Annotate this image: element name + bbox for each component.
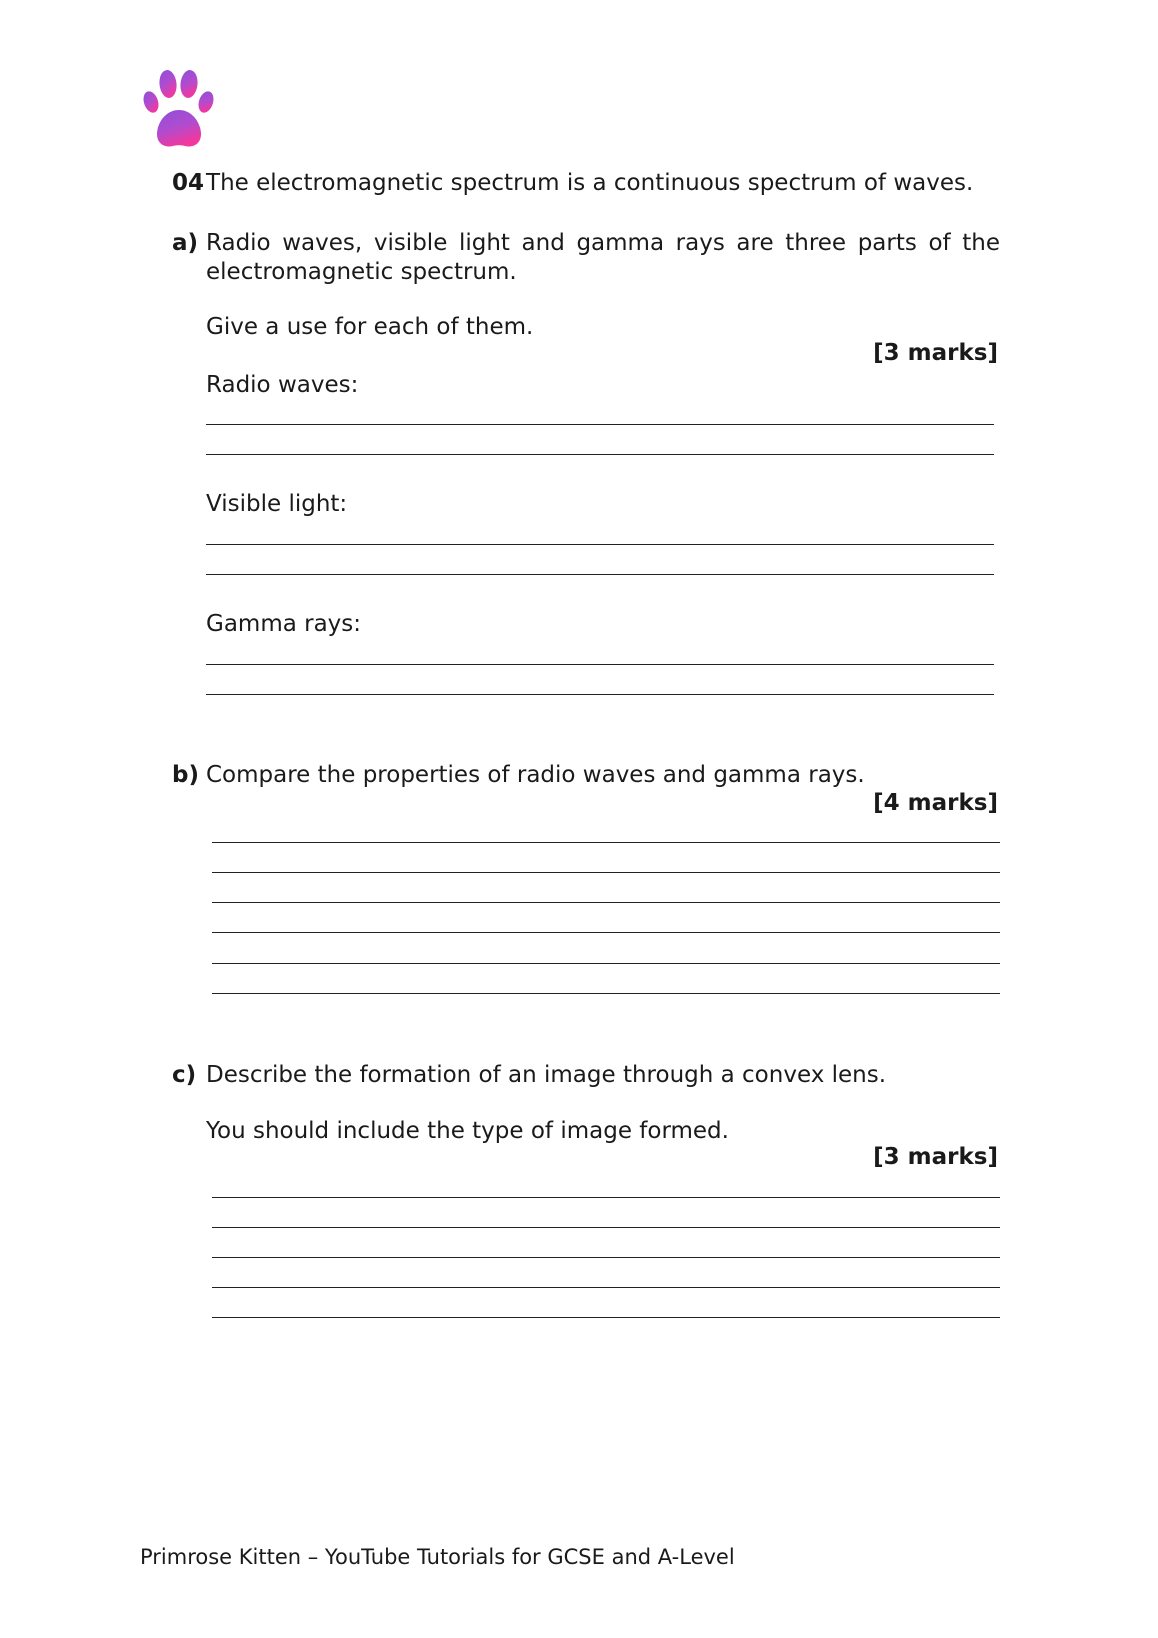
part-b-answer-line-5[interactable] bbox=[212, 963, 1000, 964]
part-c-answer-line-5[interactable] bbox=[212, 1317, 1000, 1318]
page-footer: Primrose Kitten – YouTube Tutorials for GCSE and A-Level bbox=[140, 1545, 735, 1569]
radio-waves-label: Radio waves: bbox=[206, 372, 359, 398]
visible-light-answer-line-1[interactable] bbox=[206, 544, 994, 545]
part-c-answer-line-3[interactable] bbox=[212, 1257, 1000, 1258]
part-a-label: a) bbox=[172, 230, 199, 256]
part-b-answer-line-3[interactable] bbox=[212, 902, 1000, 903]
question-number: 04 bbox=[172, 170, 205, 196]
radio-waves-answer-line-1[interactable] bbox=[206, 424, 994, 425]
part-c-label: c) bbox=[172, 1062, 197, 1088]
gamma-rays-answer-line-2[interactable] bbox=[206, 694, 994, 695]
gamma-rays-answer-line-1[interactable] bbox=[206, 664, 994, 665]
part-c-answer-line-4[interactable] bbox=[212, 1287, 1000, 1288]
part-a-text-line1: Radio waves, visible light and gamma rays are three parts of the bbox=[206, 230, 1000, 256]
paw-print-logo-icon bbox=[143, 68, 215, 150]
visible-light-label: Visible light: bbox=[206, 491, 348, 517]
part-c-marks: [3 marks] bbox=[873, 1144, 998, 1170]
part-b-label: b) bbox=[172, 762, 199, 788]
part-b-answer-line-2[interactable] bbox=[212, 872, 1000, 873]
question-stem-text: The electromagnetic spectrum is a continuous spectrum of waves. bbox=[206, 170, 974, 196]
part-c-answer-line-1[interactable] bbox=[212, 1197, 1000, 1198]
visible-light-answer-line-2[interactable] bbox=[206, 574, 994, 575]
part-b-answer-line-1[interactable] bbox=[212, 842, 1000, 843]
part-a-text-line2: electromagnetic spectrum. bbox=[206, 259, 517, 285]
part-a-marks: [3 marks] bbox=[873, 340, 998, 366]
part-b-text: Compare the properties of radio waves and gamma rays. bbox=[206, 762, 865, 788]
part-c-answer-line-2[interactable] bbox=[212, 1227, 1000, 1228]
part-c-instruction: You should include the type of image formed. bbox=[206, 1118, 729, 1144]
part-b-answer-line-4[interactable] bbox=[212, 932, 1000, 933]
part-a-instruction: Give a use for each of them. bbox=[206, 314, 534, 340]
radio-waves-answer-line-2[interactable] bbox=[206, 454, 994, 455]
part-b-marks: [4 marks] bbox=[873, 790, 998, 816]
part-c-text: Describe the formation of an image through a convex lens. bbox=[206, 1062, 887, 1088]
part-b-answer-line-6[interactable] bbox=[212, 993, 1000, 994]
question-stem bbox=[172, 169, 973, 198]
gamma-rays-label: Gamma rays: bbox=[206, 611, 362, 637]
